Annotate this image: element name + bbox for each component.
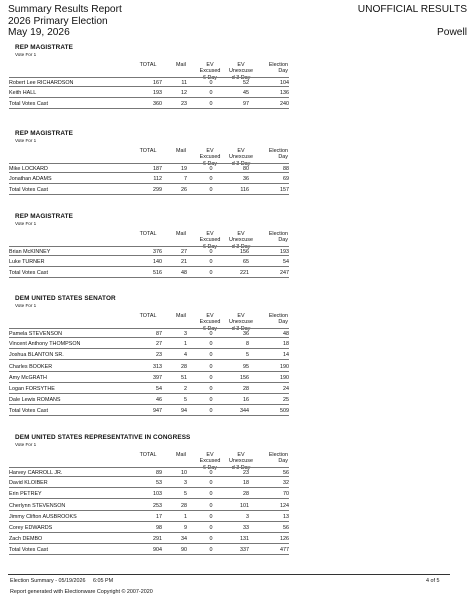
contest-title: REP MAGISTRATE [15, 44, 73, 51]
column-header-line: d 3 Day [231, 160, 251, 167]
candidate-row [9, 88, 289, 98]
column-header-line: TOTAL [139, 62, 157, 68]
column-header-line: EV [206, 62, 214, 68]
candidate-name: Robert Lee RICHARDSON [9, 80, 74, 86]
candidate-row [9, 464, 289, 477]
column-header-line: 6 Day [202, 160, 218, 167]
column-header-line: Day [278, 68, 288, 75]
election-day-votes: 32 [283, 480, 289, 487]
candidate-row [9, 74, 289, 87]
column-header-line: Excused [199, 458, 221, 465]
status-label: UNOFFICIAL RESULTS [357, 4, 467, 15]
column-header-total [137, 313, 159, 319]
ev-excused-votes: 0 [209, 386, 213, 392]
ev-unexcused-votes: 33 [243, 525, 249, 531]
ev-excused-votes: 0 [209, 341, 213, 348]
total-votes: 103 [153, 491, 162, 498]
candidate-name: Corey EDWARDS [9, 525, 53, 531]
mail-votes: 34 [181, 536, 187, 543]
ev-excused-votes: 0 [209, 547, 213, 554]
column-header-line: EV [206, 148, 214, 154]
column-header-election-day [260, 313, 288, 326]
column-header-line: Mail [176, 313, 186, 319]
election-day-votes: 24 [283, 386, 289, 392]
total-votes-row [9, 99, 289, 109]
ev-unexcused-votes: 221 [240, 270, 249, 277]
candidate-name: Zach DEMBO [9, 536, 43, 543]
candidate-row [9, 489, 289, 499]
election-day-votes: 54 [283, 259, 289, 266]
mail-votes: 19 [181, 166, 187, 172]
ev-excused-votes: 0 [209, 536, 213, 543]
ev-excused-votes: 0 [209, 90, 213, 97]
column-header-line: Mail [176, 62, 186, 68]
column-header-line: Election [268, 148, 288, 154]
election-day-votes: 25 [283, 397, 289, 404]
ev-unexcused-votes: 337 [240, 547, 249, 554]
ev-excused-votes: 0 [209, 176, 213, 183]
column-header-line: TOTAL [139, 313, 157, 319]
column-header-line: d 3 Day [231, 464, 251, 471]
footer-copyright: Report generated with Electionware Copyright © 2007-2020 [10, 589, 153, 595]
candidate-name: Jonathan ADAMS [9, 176, 52, 183]
mail-votes: 1 [184, 513, 187, 520]
ev-excused-votes: 0 [209, 491, 213, 498]
total-votes: 193 [153, 90, 162, 97]
election-name: 2026 Primary Election [8, 15, 108, 27]
mail-votes: 51 [181, 374, 187, 381]
column-header-line: EV [237, 313, 245, 319]
column-header-line: TOTAL [139, 231, 157, 237]
column-header-line: 6 Day [202, 243, 218, 250]
total-votes: 360 [153, 101, 162, 108]
mail-votes: 4 [184, 352, 187, 359]
ev-excused-votes: 0 [209, 470, 213, 476]
candidate-row [9, 362, 289, 372]
ev-excused-votes: 0 [209, 374, 213, 381]
ev-excused-votes: 0 [209, 363, 213, 370]
election-day-votes: 48 [283, 331, 289, 337]
column-header-line: Mail [176, 231, 186, 237]
ev-excused-votes: 0 [209, 80, 213, 86]
ev-unexcused-votes: 28 [243, 386, 249, 392]
ev-excused-votes: 0 [209, 480, 213, 487]
ev-unexcused-votes: 52 [243, 80, 249, 86]
mail-votes: 21 [181, 259, 187, 266]
ev-excused-votes: 0 [209, 101, 213, 108]
mail-votes: 2 [184, 386, 187, 392]
candidate-name: Vincent Anthony THOMPSON [9, 341, 81, 348]
column-header-election-day [260, 62, 288, 75]
column-header-line: d 3 Day [231, 325, 251, 332]
column-header-mail [172, 62, 190, 68]
ev-excused-votes: 0 [209, 270, 213, 277]
total-votes: 27 [156, 341, 162, 348]
mail-votes: 12 [181, 90, 187, 97]
column-header-line: EV [237, 62, 245, 68]
column-header-line: d 3 Day [231, 243, 251, 250]
total-label: Total Votes Cast [9, 101, 48, 108]
total-votes-row [9, 268, 289, 278]
column-header-line: Day [278, 154, 288, 161]
column-header-line: EV [237, 231, 245, 237]
report-header [8, 4, 122, 39]
column-header-mail [172, 231, 190, 237]
election-day-votes: 136 [280, 90, 289, 97]
candidate-name: Mike LOCKARD [9, 166, 48, 172]
column-header-line: Election [268, 452, 288, 458]
total-label: Total Votes Cast [9, 187, 48, 194]
total-votes: 313 [153, 363, 162, 370]
election-day-votes: 56 [283, 470, 289, 476]
ev-excused-votes: 0 [209, 166, 213, 172]
total-votes: 89 [156, 470, 162, 476]
column-header-line: Mail [176, 452, 186, 458]
election-day-votes: 124 [280, 502, 289, 509]
candidate-row [9, 478, 289, 488]
ev-excused-votes: 0 [209, 259, 213, 266]
column-header-line: Election [268, 313, 288, 319]
candidate-row [9, 501, 289, 511]
candidate-row [9, 512, 289, 522]
total-votes-row [9, 545, 289, 555]
ev-excused-votes: 0 [209, 408, 213, 415]
election-day-votes: 190 [280, 363, 289, 370]
ev-unexcused-votes: 116 [240, 187, 249, 194]
election-day-votes: 240 [280, 101, 289, 108]
ev-unexcused-votes: 28 [243, 491, 249, 498]
candidate-name: Keith HALL [9, 90, 37, 97]
ev-excused-votes: 0 [209, 513, 213, 520]
footer-divider [8, 574, 450, 575]
election-day-votes: 126 [280, 536, 289, 543]
election-day-votes: 247 [280, 270, 289, 277]
total-label: Total Votes Cast [9, 547, 48, 554]
ev-excused-votes: 0 [209, 502, 213, 509]
total-votes: 46 [156, 397, 162, 404]
ev-unexcused-votes: 36 [243, 331, 249, 337]
column-header-election-day [260, 148, 288, 161]
mail-votes: 26 [181, 187, 187, 194]
column-header-election-day [260, 231, 288, 244]
ev-unexcused-votes: 65 [243, 259, 249, 266]
ev-excused-votes: 0 [209, 249, 213, 255]
candidate-name: Dale Lewis ROMANS [9, 397, 61, 404]
total-votes: 376 [153, 249, 162, 255]
column-header-line: Unexcuse [229, 458, 253, 465]
election-day-votes: 69 [283, 176, 289, 183]
candidate-row [9, 160, 289, 173]
election-day-votes: 193 [280, 249, 289, 255]
candidate-name: Amy McGRATH [9, 374, 47, 381]
candidate-row [9, 325, 289, 338]
mail-votes: 94 [181, 408, 187, 415]
footer-summary: Election Summary - 05/19/2026 6:05 PM [10, 578, 114, 584]
ev-unexcused-votes: 97 [243, 101, 249, 108]
column-header-mail [172, 313, 190, 319]
column-header-line: TOTAL [139, 452, 157, 458]
mail-votes: 5 [184, 397, 187, 404]
ev-excused-votes: 0 [209, 331, 213, 337]
column-header-total [137, 452, 159, 458]
mail-votes: 23 [181, 101, 187, 108]
candidate-row [9, 534, 289, 544]
election-day-votes: 13 [283, 513, 289, 520]
column-header-line: EV [237, 148, 245, 154]
election-day-votes: 18 [283, 341, 289, 348]
total-votes: 112 [153, 176, 162, 183]
report-title: Summary Results Report [8, 4, 122, 15]
election-day-votes: 56 [283, 525, 289, 531]
ev-unexcused-votes: 156 [240, 249, 249, 255]
ev-unexcused-votes: 36 [243, 176, 249, 183]
total-votes: 253 [153, 502, 162, 509]
ev-unexcused-votes: 23 [243, 470, 249, 476]
mail-votes: 5 [184, 491, 187, 498]
contest-title: REP MAGISTRATE [15, 130, 73, 137]
total-votes: 167 [153, 80, 162, 86]
location-label: Powell [436, 27, 467, 39]
total-votes: 516 [153, 270, 162, 277]
candidate-row [9, 339, 289, 349]
column-header-mail [172, 452, 190, 458]
vote-for-label: Vote For 1 [15, 138, 37, 143]
ev-excused-votes: 0 [209, 397, 213, 404]
candidate-name: Cherlynn STEVENSON [9, 502, 66, 509]
column-header-line: EV [206, 231, 214, 237]
column-header-line: Day [278, 458, 288, 465]
election-day-votes: 157 [280, 187, 289, 194]
candidate-name: Luke TURNER [9, 259, 45, 266]
mail-votes: 7 [184, 176, 187, 183]
ev-unexcused-votes: 101 [240, 502, 249, 509]
column-header-total [137, 231, 159, 237]
column-header-line: Excused [199, 237, 221, 244]
column-header-line: 6 Day [202, 74, 218, 81]
total-votes: 23 [156, 352, 162, 359]
column-header-line: d 3 Day [231, 74, 251, 81]
mail-votes: 27 [181, 249, 187, 255]
ev-excused-votes: 0 [209, 525, 213, 531]
total-votes: 947 [153, 408, 162, 415]
candidate-name: Erin PETREY [9, 491, 42, 498]
candidate-row [9, 174, 289, 184]
report-status-block [357, 4, 467, 39]
mail-votes: 11 [181, 80, 187, 86]
candidate-row [9, 373, 289, 383]
total-votes: 53 [156, 480, 162, 487]
mail-votes: 10 [181, 470, 187, 476]
total-votes: 904 [153, 547, 162, 554]
contest-title: REP MAGISTRATE [15, 213, 73, 220]
candidate-name: Jimmy Clifton AUSBROOKS [9, 513, 77, 520]
total-votes: 299 [153, 187, 162, 194]
vote-for-label: Vote For 1 [15, 303, 37, 308]
column-header-line: EV [206, 452, 214, 458]
column-header-line: TOTAL [139, 148, 157, 154]
column-header-election-day [260, 452, 288, 465]
total-votes: 17 [156, 513, 162, 520]
column-header-total [137, 148, 159, 154]
column-header-line: Excused [199, 68, 221, 75]
column-header-line: Election [268, 62, 288, 68]
ev-excused-votes: 0 [209, 352, 213, 359]
candidate-name: Charles BOOKER [9, 363, 53, 370]
election-day-votes: 14 [283, 352, 289, 359]
column-header-line: EV [206, 313, 214, 319]
contest-title: DEM UNITED STATES REPRESENTATIVE IN CONGRESS [15, 434, 191, 441]
total-label: Total Votes Cast [9, 270, 48, 277]
candidate-row [9, 257, 289, 267]
candidate-name: Pamela STEVENSON [9, 331, 63, 337]
election-day-votes: 70 [283, 491, 289, 498]
candidate-row [9, 523, 289, 533]
candidate-row [9, 350, 289, 360]
candidate-name: Harvey CARROLL JR. [9, 470, 63, 476]
candidate-row [9, 395, 289, 405]
mail-votes: 90 [181, 547, 187, 554]
column-header-line: 6 Day [202, 325, 218, 332]
mail-votes: 28 [181, 502, 187, 509]
column-header-line: Excused [199, 319, 221, 326]
contest-title: DEM UNITED STATES SENATOR [15, 295, 116, 302]
election-day-votes: 104 [280, 80, 289, 86]
vote-for-label: Vote For 1 [15, 442, 37, 447]
candidate-row [9, 384, 289, 394]
total-votes: 397 [153, 374, 162, 381]
column-header-line: EV [237, 452, 245, 458]
candidate-name: Joshua BLANTON SR. [9, 352, 64, 359]
mail-votes: 1 [184, 341, 187, 348]
column-header-line: Day [278, 237, 288, 244]
ev-unexcused-votes: 80 [243, 166, 249, 172]
column-header-line: Unexcuse [229, 319, 253, 326]
column-header-line: 6 Day [202, 464, 218, 471]
total-votes-row [9, 406, 289, 416]
total-votes: 98 [156, 525, 162, 531]
vote-for-label: Vote For 1 [15, 52, 37, 57]
ev-unexcused-votes: 156 [240, 374, 249, 381]
ev-unexcused-votes: 16 [243, 397, 249, 404]
election-day-votes: 88 [283, 166, 289, 172]
column-header-line: Day [278, 319, 288, 326]
total-votes: 140 [153, 259, 162, 266]
ev-excused-votes: 0 [209, 187, 213, 194]
election-day-votes: 190 [280, 374, 289, 381]
vote-for-label: Vote For 1 [15, 221, 37, 226]
column-header-line: Mail [176, 148, 186, 154]
mail-votes: 3 [184, 331, 187, 337]
ev-unexcused-votes: 8 [246, 341, 249, 348]
total-votes: 291 [153, 536, 162, 543]
mail-votes: 48 [181, 270, 187, 277]
election-day-votes: 477 [280, 547, 289, 554]
ev-unexcused-votes: 3 [246, 513, 249, 520]
ev-unexcused-votes: 18 [243, 480, 249, 487]
candidate-row [9, 243, 289, 256]
column-header-line: Excused [199, 154, 221, 161]
election-day-votes: 509 [280, 408, 289, 415]
column-header-line: Unexcuse [229, 68, 253, 75]
column-header-line: Unexcuse [229, 237, 253, 244]
ev-unexcused-votes: 5 [246, 352, 249, 359]
election-date: May 19, 2026 [8, 27, 70, 39]
total-votes: 87 [156, 331, 162, 337]
mail-votes: 9 [184, 525, 187, 531]
column-header-line: Election [268, 231, 288, 237]
total-votes: 187 [153, 166, 162, 172]
mail-votes: 28 [181, 363, 187, 370]
candidate-name: David KLOIBER [9, 480, 48, 487]
total-label: Total Votes Cast [9, 408, 48, 415]
page-number: 4 of 5 [426, 578, 440, 584]
total-votes: 54 [156, 386, 162, 392]
column-header-line: Unexcuse [229, 154, 253, 161]
column-header-total [137, 62, 159, 68]
candidate-name: Logan FORSYTHE [9, 386, 55, 392]
column-header-mail [172, 148, 190, 154]
ev-unexcused-votes: 95 [243, 363, 249, 370]
candidate-name: Brian McKINNEY [9, 249, 51, 255]
total-votes-row [9, 185, 289, 195]
ev-unexcused-votes: 45 [243, 90, 249, 97]
ev-unexcused-votes: 344 [240, 408, 249, 415]
ev-unexcused-votes: 131 [240, 536, 249, 543]
mail-votes: 3 [184, 480, 187, 487]
